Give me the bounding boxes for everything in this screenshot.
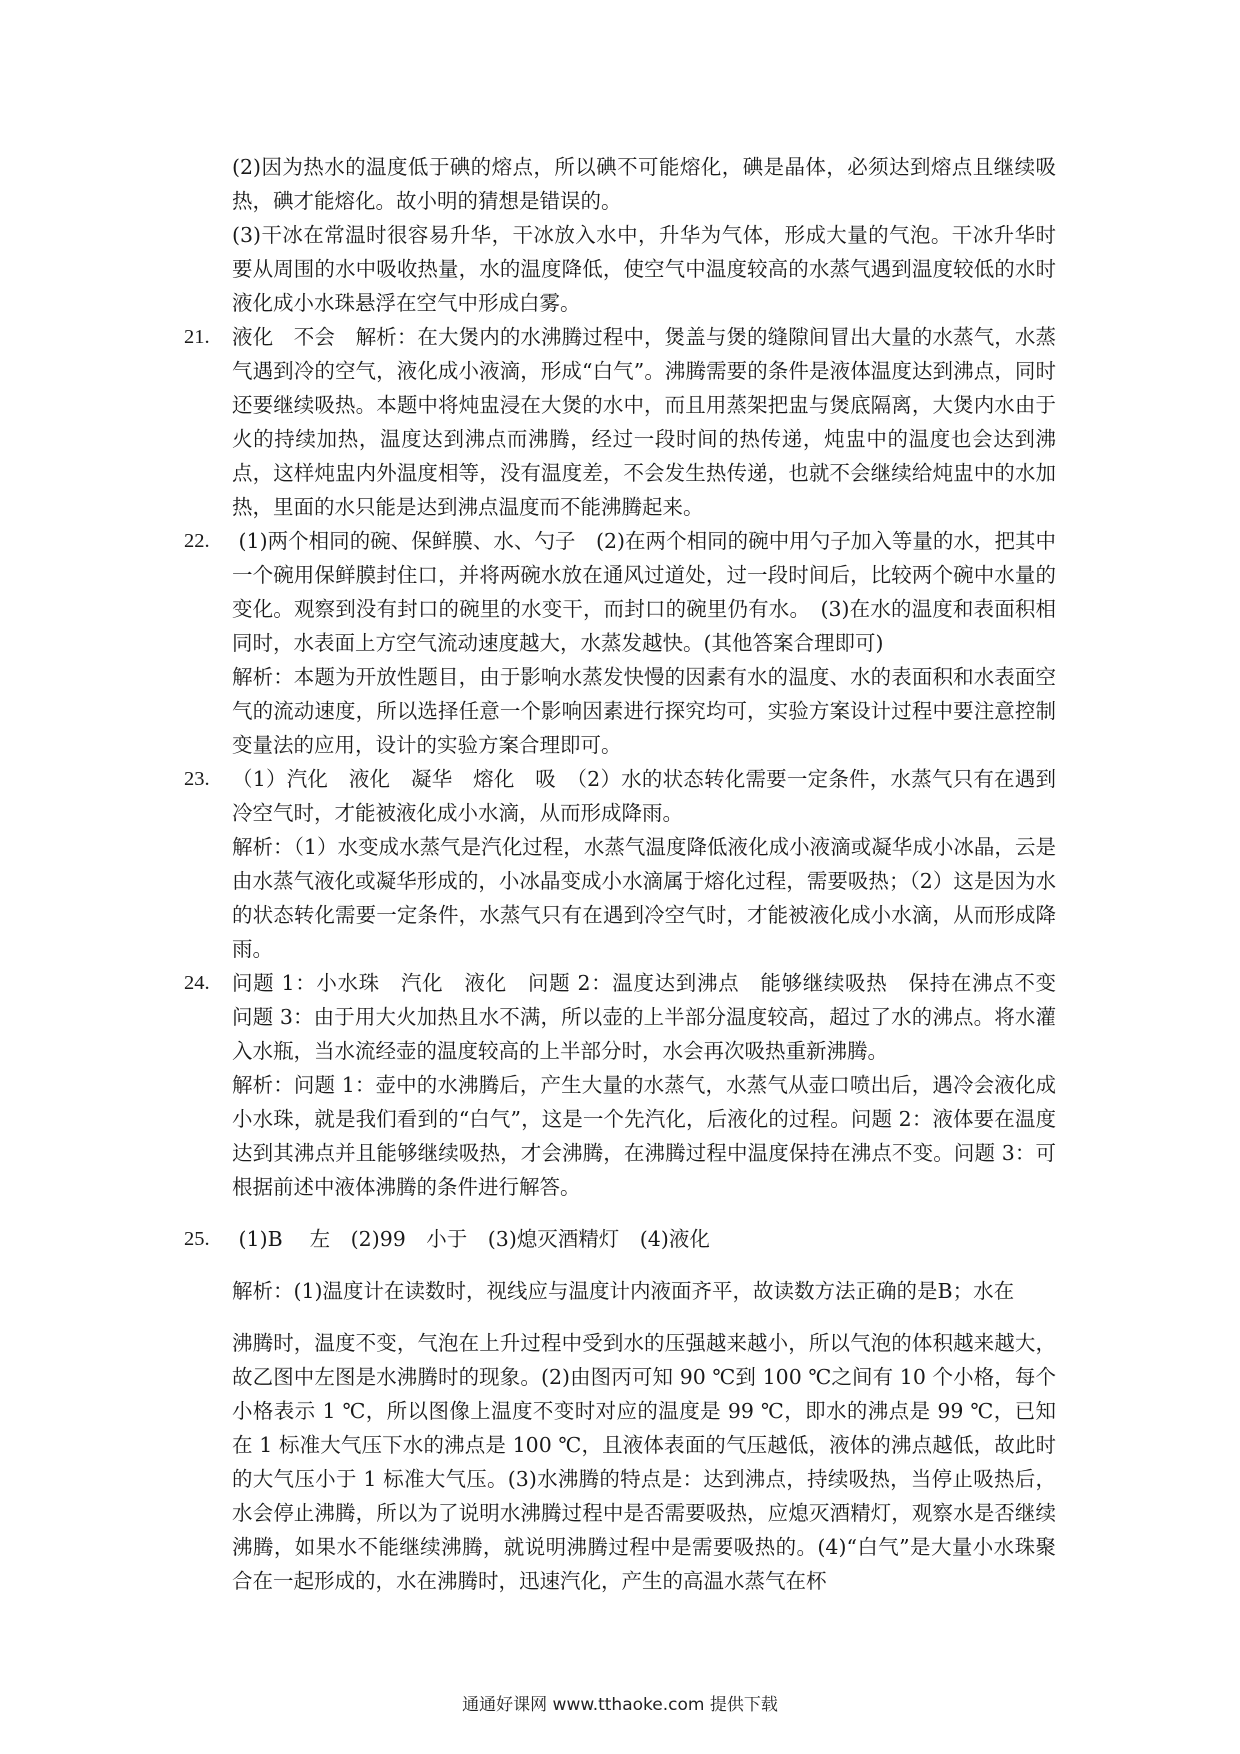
item-analysis-first-line: 解析：(1)温度计在读数时，视线应与温度计内液面齐平，故读数方法正确的是B；水在: [232, 1279, 1015, 1303]
item-paragraph: 问题 1：小水珠 汽化 液化 问题 2：温度达到沸点 能够继续吸热 保持在沸点不变 问题 3：由于用大火加热且水不满，所以壶的上半部分温度较高，超过了水的沸点。将水灌入水瓶，当水流经壶的温度较高的上半部分时，水会再次吸热重新沸腾。: [232, 971, 1077, 1063]
item-analysis-rest: 沸腾时，温度不变，气泡在上升过程中受到水的压强越来越小，所以气泡的体积越来越大，故乙图中左图是水沸腾时的现象。(2)由图丙可知 90 ℃到 100 ℃之间有 10 个小格，每个小格表示 1 ℃，所以图像上温度不变时对应的温度是 99 ℃，即水的沸点是 99 ℃，已知在 1 标准大气压下水的沸点是 100 ℃，且液体表面的气压越低，液体的沸点越低，故此时的大气压小于 1 标准大气压。(3)水沸腾的特点是：达到沸点，持续吸热，当停止吸热后，水会停止沸腾，所以为了说明水沸腾过程中是否需要吸热，应熄灭酒精灯，观察水是否继续沸腾，如果水不能继续沸腾，就说明沸腾过程中是需要吸热的。(4)“白气”是大量小水珠聚合在一起形成的，水在沸腾时，迅速汽化，产生的高温水蒸气在杯: [232, 1331, 1056, 1593]
intro-paragraph-3: (3)干冰在常温时很容易升华，干冰放入水中，升华为气体，形成大量的气泡。干冰升华时要从周围的水中吸收热量，水的温度降低，使空气中温度较高的水蒸气遇到温度较低的水时液化成小水珠悬浮在空气中形成白雾。: [232, 223, 1056, 315]
item-paragraph: （1）汽化 液化 凝华 熔化 吸 （2）水的状态转化需要一定条件，水蒸气只有在遇到冷空气时，才能被液化成小水滴，从而形成降雨。: [232, 767, 1056, 825]
item-analysis: 解析：问题 1：壶中的水沸腾后，产生大量的水蒸气，水蒸气从壶口喷出后，遇冷会液化成小水珠，就是我们看到的“白气”，这是一个先汽化，后液化的过程。问题 2：液体要在温度达到其沸点并且能够继续吸热，才会沸腾，在沸腾过程中温度保持在沸点不变。问题 3：可根据前述中液体沸腾的条件进行解答。: [232, 1073, 1056, 1199]
item-number: 23.: [184, 768, 210, 790]
answer-item-24: [184, 966, 1077, 1204]
answer-item-23: [184, 762, 1056, 966]
item-paragraph: 液化 不会 解析：在大煲内的水沸腾过程中，煲盖与煲的缝隙间冒出大量的水蒸气，水蒸气遇到冷的空气，液化成小液滴，形成“白气”。沸腾需要的条件是液体温度达到沸点，同时还要继续吸热。本题中将炖盅浸在大煲的水中，而且用蒸架把盅与煲底隔离，大煲内水由于火的持续加热，温度达到沸点而沸腾，经过一段时间的热传递，炖盅中的温度也会达到沸点，这样炖盅内外温度相等，没有温度差，不会发生热传递，也就不会继续给炖盅中的水加热，里面的水只能是达到沸点温度而不能沸腾起来。: [232, 325, 1056, 519]
item-paragraph: (1)B 左 (2)99 小于 (3)熄灭酒精灯 (4)液化: [232, 1227, 710, 1251]
item-number: 25.: [184, 1228, 210, 1250]
answer-item-21: [184, 320, 1056, 524]
item-analysis: 解析：（1）水变成水蒸气是汽化过程，水蒸气温度降低液化成小液滴或凝华成小冰晶，云是由水蒸气液化或凝华形成的，小冰晶变成小水滴属于熔化过程，需要吸热；（2）这是因为水的状态转化需要一定条件，水蒸气只有在遇到冷空气时，才能被液化成小水滴，从而形成降雨。: [232, 835, 1056, 961]
item-analysis: 解析：本题为开放性题目，由于影响水蒸发快慢的因素有水的温度、水的表面积和水表面空气的流动速度，所以选择任意一个影响因素进行探究均可，实验方案设计过程中要注意控制变量法的应用，设计的实验方案合理即可。: [232, 665, 1056, 757]
item-paragraph: (1)两个相同的碗、保鲜膜、水、勺子 (2)在两个相同的碗中用勺子加入等量的水，把其中一个碗用保鲜膜封住口，并将两碗水放在通风过道处，过一段时间后，比较两个碗中水量的变化。观察到没有封口的碗里的水变干，而封口的碗里仍有水。 (3)在水的温度和表面积相同时，水表面上方空气流动速度越大，水蒸发越快。(其他答案合理即可): [232, 529, 1056, 655]
item-number: 24.: [184, 972, 210, 994]
page-footer: 通通好课网 www.tthaoke.com 提供下载: [462, 1695, 778, 1715]
answer-item-22: [184, 524, 1056, 762]
answer-item-25: [184, 1222, 1056, 1598]
intro-paragraph-2: (2)因为热水的温度低于碘的熔点，所以碘不可能熔化，碘是晶体，必须达到熔点且继续吸热，碘才能熔化。故小明的猜想是错误的。: [232, 155, 1056, 213]
answer-content: [184, 150, 1077, 1598]
item-number: 22.: [184, 530, 210, 552]
item-number: 21.: [184, 326, 210, 348]
